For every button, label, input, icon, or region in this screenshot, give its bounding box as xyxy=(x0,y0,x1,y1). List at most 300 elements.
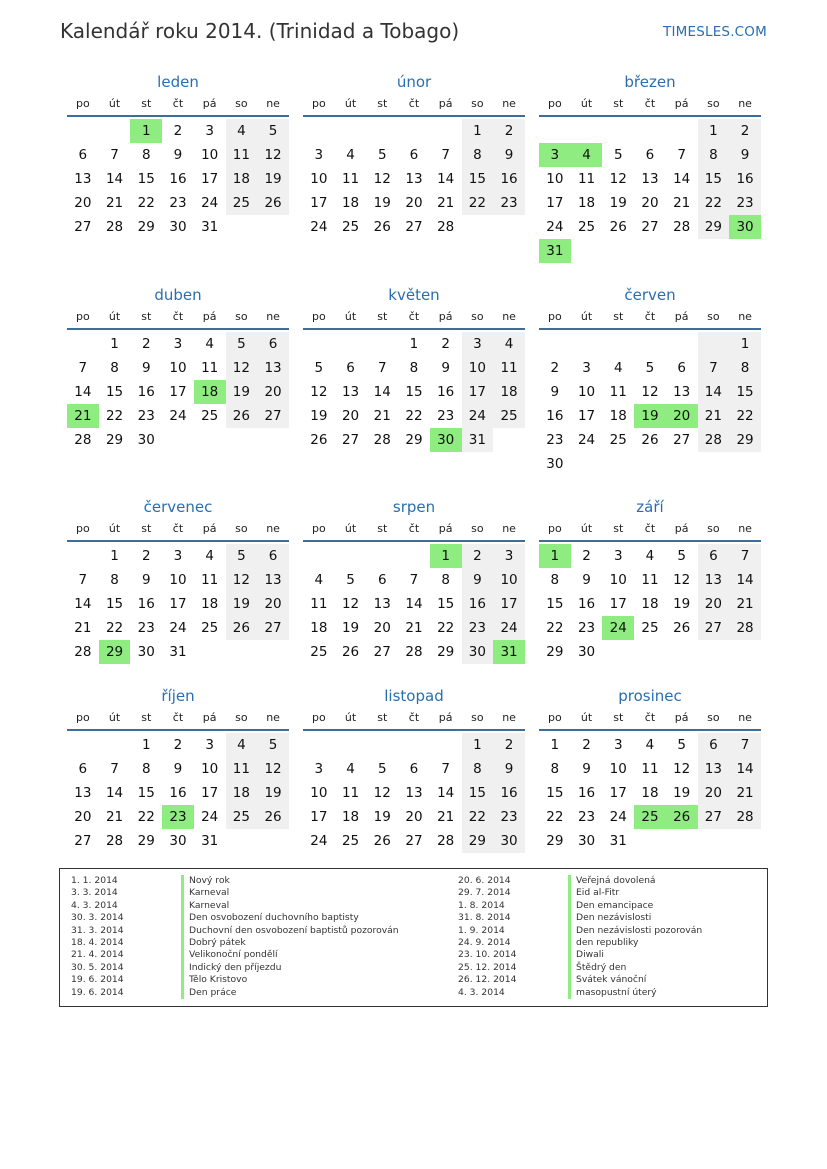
day-cell: 27 xyxy=(74,833,92,849)
day-cell: 2 xyxy=(582,737,591,753)
day-cell: 14 xyxy=(437,785,455,801)
day-cell: 6 xyxy=(78,761,88,777)
day-cell: 23 xyxy=(462,616,494,640)
weekday-label: pá xyxy=(202,522,217,535)
holiday-legend xyxy=(59,868,768,1007)
legend-date: 21. 4. 2014 xyxy=(71,949,124,961)
weekday-label: út xyxy=(344,711,357,724)
day-cell: 30 xyxy=(169,219,187,235)
day-cell: 11 xyxy=(609,384,627,400)
day-cell: 11 xyxy=(201,360,219,376)
empty-cell xyxy=(666,332,698,356)
day-cell: 17 xyxy=(310,809,328,825)
day-cell: 26 xyxy=(257,191,289,215)
empty-cell xyxy=(634,829,666,853)
legend-item xyxy=(458,900,702,912)
day-cell: 19 xyxy=(673,785,691,801)
empty-cell xyxy=(226,829,258,853)
day-cell: 23 xyxy=(162,805,194,829)
day-cell: 4 xyxy=(346,761,355,777)
day-cell: 19 xyxy=(373,809,391,825)
month-name: prosinec xyxy=(618,687,682,705)
empty-cell xyxy=(67,544,99,568)
day-cell: 18 xyxy=(341,195,360,211)
day-cell: 23 xyxy=(577,620,596,636)
day-cell: 15 xyxy=(546,596,564,612)
day-cell: 6 xyxy=(377,572,387,588)
day-cell: 28 xyxy=(729,616,761,640)
weekday-label: pá xyxy=(674,97,689,110)
day-cell: 6 xyxy=(409,147,419,163)
day-cell: 28 xyxy=(729,805,761,829)
day-cell: 29 xyxy=(437,644,455,660)
day-cell: 24 xyxy=(546,219,564,235)
day-cell: 31 xyxy=(462,428,494,452)
day-cell: 29 xyxy=(105,432,124,448)
day-cell: 22 xyxy=(546,809,564,825)
day-cell: 29 xyxy=(99,640,131,664)
legend-item xyxy=(71,962,399,974)
weekday-label: ne xyxy=(738,310,752,323)
day-cell: 8 xyxy=(141,761,151,777)
day-cell: 24 xyxy=(201,809,219,825)
day-cell: 17 xyxy=(609,596,627,612)
day-cell: 3 xyxy=(314,761,324,777)
day-cell: 7 xyxy=(441,761,450,777)
legend-holiday-name: Velikonoční pondělí xyxy=(181,949,278,961)
legend-item xyxy=(458,974,702,986)
day-cell: 15 xyxy=(462,781,494,805)
day-cell: 24 xyxy=(310,219,328,235)
legend-item xyxy=(71,875,399,887)
weekday-label: čt xyxy=(644,97,656,110)
day-cell: 1 xyxy=(462,733,494,757)
day-grid xyxy=(67,544,289,664)
day-cell: 30 xyxy=(137,644,155,660)
day-cell: 9 xyxy=(441,360,450,376)
empty-cell xyxy=(226,640,258,664)
legend-holiday-name: Diwali xyxy=(568,949,604,961)
day-cell: 18 xyxy=(641,785,659,801)
weekday-label: čt xyxy=(172,97,184,110)
day-cell: 3 xyxy=(173,336,183,352)
day-cell: 29 xyxy=(462,829,494,853)
day-cell: 27 xyxy=(405,833,423,849)
empty-cell xyxy=(194,428,226,452)
empty-cell xyxy=(398,119,430,143)
day-cell: 15 xyxy=(462,167,494,191)
legend-item xyxy=(71,974,399,986)
empty-cell xyxy=(634,239,666,263)
day-cell: 9 xyxy=(141,360,151,376)
empty-cell xyxy=(602,640,634,664)
day-cell: 22 xyxy=(437,620,455,636)
day-grid xyxy=(303,733,525,853)
day-cell: 8 xyxy=(110,360,119,376)
day-cell: 4 xyxy=(346,147,355,163)
legend-column-right xyxy=(458,875,702,999)
legend-item xyxy=(71,937,399,949)
day-cell: 16 xyxy=(169,785,187,801)
month-2 xyxy=(303,71,525,239)
legend-holiday-name: den republiky xyxy=(568,937,638,949)
empty-cell xyxy=(634,332,666,356)
empty-cell xyxy=(666,119,698,143)
day-cell: 5 xyxy=(377,147,387,163)
day-cell: 20 xyxy=(698,781,730,805)
weekday-label: pá xyxy=(674,711,689,724)
weekday-header xyxy=(67,707,289,731)
day-cell: 27 xyxy=(673,432,691,448)
day-cell: 7 xyxy=(677,147,686,163)
empty-cell xyxy=(303,119,335,143)
day-cell: 17 xyxy=(169,596,187,612)
day-grid xyxy=(539,119,761,263)
day-cell: 19 xyxy=(609,195,627,211)
day-cell: 21 xyxy=(74,620,92,636)
day-cell: 13 xyxy=(74,171,92,187)
weekday-header xyxy=(303,518,525,542)
day-cell: 6 xyxy=(409,761,419,777)
day-cell: 20 xyxy=(257,592,289,616)
day-cell: 31 xyxy=(201,833,219,849)
day-cell: 26 xyxy=(257,805,289,829)
empty-cell xyxy=(602,119,634,143)
day-cell: 17 xyxy=(169,384,187,400)
day-cell: 30 xyxy=(462,640,494,664)
day-cell: 7 xyxy=(78,572,88,588)
empty-cell xyxy=(634,119,666,143)
day-cell: 27 xyxy=(405,219,423,235)
month-12 xyxy=(539,685,761,853)
page-title: Kalendář roku 2014. (Trinidad a Tobago) xyxy=(60,19,460,43)
empty-cell xyxy=(226,215,258,239)
day-cell: 16 xyxy=(577,596,596,612)
day-cell: 4 xyxy=(613,360,623,376)
day-cell: 12 xyxy=(609,171,627,187)
empty-cell xyxy=(335,119,367,143)
day-cell: 24 xyxy=(602,616,634,640)
empty-cell xyxy=(366,332,398,356)
day-cell: 6 xyxy=(698,733,730,757)
day-cell: 14 xyxy=(729,757,761,781)
day-cell: 6 xyxy=(78,147,88,163)
day-cell: 25 xyxy=(609,432,627,448)
day-cell: 15 xyxy=(137,171,155,187)
weekday-label: út xyxy=(580,711,593,724)
weekday-label: čt xyxy=(408,97,420,110)
day-cell: 23 xyxy=(169,195,187,211)
legend-item xyxy=(458,875,702,887)
weekday-label: po xyxy=(311,711,326,724)
day-cell: 3 xyxy=(539,143,571,167)
empty-cell xyxy=(602,452,634,476)
month-name: duben xyxy=(154,286,202,304)
day-cell: 24 xyxy=(169,408,187,424)
day-cell: 12 xyxy=(341,596,360,612)
day-cell: 29 xyxy=(137,219,155,235)
weekday-label: pá xyxy=(674,522,689,535)
weekday-label: st xyxy=(141,310,152,323)
day-grid xyxy=(67,733,289,853)
empty-cell xyxy=(398,733,430,757)
empty-cell xyxy=(99,733,131,757)
day-cell: 7 xyxy=(377,360,387,376)
empty-cell xyxy=(698,640,730,664)
legend-holiday-name: Indický den příjezdu xyxy=(181,962,281,974)
empty-cell xyxy=(666,640,698,664)
month-name: červenec xyxy=(143,498,213,516)
weekday-label: pá xyxy=(202,310,217,323)
day-cell: 26 xyxy=(641,432,659,448)
day-cell: 15 xyxy=(698,167,730,191)
day-cell: 2 xyxy=(141,336,151,352)
day-cell: 1 xyxy=(430,544,462,568)
empty-cell xyxy=(729,640,761,664)
day-cell: 17 xyxy=(201,171,219,187)
weekday-header xyxy=(539,306,761,330)
day-cell: 14 xyxy=(673,171,691,187)
day-cell: 6 xyxy=(677,360,686,376)
weekday-label: po xyxy=(547,522,562,535)
weekday-label: po xyxy=(311,522,326,535)
day-cell: 28 xyxy=(105,219,124,235)
day-cell: 8 xyxy=(462,143,494,167)
day-cell: 25 xyxy=(226,191,258,215)
day-cell: 20 xyxy=(405,195,423,211)
day-cell: 13 xyxy=(341,384,360,400)
day-cell: 3 xyxy=(493,544,525,568)
day-cell: 21 xyxy=(729,781,761,805)
day-cell: 12 xyxy=(673,761,691,777)
day-cell: 23 xyxy=(577,809,596,825)
day-cell: 17 xyxy=(577,408,596,424)
weekday-label: čt xyxy=(408,310,420,323)
day-cell: 21 xyxy=(437,195,455,211)
empty-cell xyxy=(67,733,99,757)
day-cell: 25 xyxy=(577,219,596,235)
weekday-label: so xyxy=(235,522,248,535)
weekday-header xyxy=(539,707,761,731)
weekday-label: so xyxy=(707,711,720,724)
day-cell: 10 xyxy=(169,360,187,376)
day-cell: 13 xyxy=(405,171,423,187)
weekday-label: po xyxy=(75,522,90,535)
day-cell: 18 xyxy=(493,380,525,404)
day-cell: 15 xyxy=(405,384,423,400)
day-cell: 19 xyxy=(257,781,289,805)
legend-date: 4. 3. 2014 xyxy=(458,986,505,998)
month-6 xyxy=(539,284,761,476)
day-cell: 21 xyxy=(405,620,423,636)
day-cell: 22 xyxy=(462,191,494,215)
day-cell: 20 xyxy=(341,408,360,424)
day-cell: 28 xyxy=(673,219,691,235)
day-cell: 11 xyxy=(641,572,659,588)
day-cell: 4 xyxy=(571,143,603,167)
empty-cell xyxy=(493,215,525,239)
day-cell: 11 xyxy=(201,572,219,588)
day-cell: 10 xyxy=(169,572,187,588)
legend-holiday-name: Den emancipace xyxy=(568,900,653,912)
weekday-label: ne xyxy=(266,522,280,535)
day-cell: 30 xyxy=(729,215,761,239)
day-cell: 15 xyxy=(105,596,124,612)
day-cell: 20 xyxy=(641,195,659,211)
day-cell: 31 xyxy=(539,239,571,263)
day-cell: 13 xyxy=(257,568,289,592)
day-cell: 23 xyxy=(729,191,761,215)
weekday-label: po xyxy=(75,310,90,323)
empty-cell xyxy=(430,119,462,143)
month-5 xyxy=(303,284,525,452)
day-cell: 1 xyxy=(110,548,119,564)
legend-column-left xyxy=(71,875,399,999)
day-cell: 11 xyxy=(341,171,360,187)
weekday-label: po xyxy=(311,310,326,323)
day-cell: 25 xyxy=(641,620,659,636)
day-cell: 28 xyxy=(373,432,391,448)
day-cell: 16 xyxy=(546,408,564,424)
day-cell: 5 xyxy=(645,360,655,376)
month-name: leden xyxy=(157,73,199,91)
brand-link[interactable]: TIMESLES.COM xyxy=(663,24,767,40)
weekday-label: so xyxy=(471,310,484,323)
empty-cell xyxy=(539,332,571,356)
day-cell: 25 xyxy=(310,644,328,660)
legend-holiday-name: Dobrý pátek xyxy=(181,937,246,949)
day-cell: 18 xyxy=(194,380,226,404)
day-cell: 5 xyxy=(257,119,289,143)
empty-cell xyxy=(303,544,335,568)
legend-holiday-name: Veřejná dovolená xyxy=(568,875,656,887)
day-cell: 18 xyxy=(641,596,659,612)
empty-cell xyxy=(571,119,603,143)
legend-holiday-name: Nový rok xyxy=(181,875,230,887)
legend-date: 1. 8. 2014 xyxy=(458,899,505,911)
legend-date: 30. 5. 2014 xyxy=(71,961,124,973)
day-cell: 22 xyxy=(137,809,155,825)
weekday-label: út xyxy=(580,310,593,323)
legend-item xyxy=(71,900,399,912)
day-cell: 2 xyxy=(441,336,450,352)
weekday-label: so xyxy=(235,711,248,724)
day-cell: 14 xyxy=(373,384,391,400)
day-cell: 25 xyxy=(341,833,360,849)
empty-cell xyxy=(698,829,730,853)
weekday-label: so xyxy=(471,97,484,110)
day-cell: 7 xyxy=(78,360,88,376)
day-cell: 16 xyxy=(493,167,525,191)
day-cell: 21 xyxy=(673,195,691,211)
day-cell: 27 xyxy=(698,616,730,640)
day-cell: 19 xyxy=(634,404,666,428)
weekday-label: st xyxy=(377,310,388,323)
weekday-label: čt xyxy=(644,310,656,323)
day-cell: 28 xyxy=(437,219,455,235)
day-cell: 3 xyxy=(205,737,214,753)
day-cell: 24 xyxy=(577,432,596,448)
weekday-label: ne xyxy=(738,711,752,724)
day-cell: 10 xyxy=(493,568,525,592)
weekday-label: út xyxy=(344,97,357,110)
legend-date: 1. 9. 2014 xyxy=(458,924,505,936)
day-cell: 25 xyxy=(341,219,360,235)
day-cell: 7 xyxy=(729,544,761,568)
day-cell: 7 xyxy=(698,356,730,380)
legend-holiday-name: masopustní úterý xyxy=(568,987,657,999)
day-cell: 10 xyxy=(609,761,627,777)
day-cell: 8 xyxy=(409,360,419,376)
empty-cell xyxy=(571,239,603,263)
day-cell: 3 xyxy=(462,332,494,356)
empty-cell xyxy=(666,239,698,263)
month-name: říjen xyxy=(161,687,195,705)
weekday-label: ne xyxy=(502,97,516,110)
weekday-label: so xyxy=(707,97,720,110)
day-cell: 26 xyxy=(310,432,328,448)
day-cell: 15 xyxy=(137,785,155,801)
weekday-label: ne xyxy=(502,310,516,323)
empty-cell xyxy=(698,452,730,476)
weekday-label: st xyxy=(377,522,388,535)
legend-holiday-name: Karneval xyxy=(181,887,229,899)
day-cell: 22 xyxy=(405,408,423,424)
day-cell: 17 xyxy=(546,195,564,211)
day-cell: 27 xyxy=(341,432,360,448)
weekday-label: po xyxy=(547,711,562,724)
empty-cell xyxy=(634,640,666,664)
weekday-label: čt xyxy=(644,522,656,535)
day-cell: 9 xyxy=(173,147,183,163)
day-cell: 1 xyxy=(729,332,761,356)
month-1 xyxy=(67,71,289,239)
day-cell: 2 xyxy=(582,548,591,564)
weekday-label: po xyxy=(75,711,90,724)
weekday-label: st xyxy=(141,522,152,535)
day-cell: 4 xyxy=(205,548,214,564)
weekday-label: út xyxy=(344,310,357,323)
weekday-label: po xyxy=(311,97,326,110)
legend-date: 24. 9. 2014 xyxy=(458,936,511,948)
empty-cell xyxy=(99,119,131,143)
weekday-label: so xyxy=(471,522,484,535)
empty-cell xyxy=(67,119,99,143)
month-8 xyxy=(303,496,525,664)
day-cell: 3 xyxy=(613,737,623,753)
day-grid xyxy=(539,544,761,664)
day-cell: 7 xyxy=(110,147,119,163)
month-name: březen xyxy=(624,73,676,91)
day-cell: 10 xyxy=(310,785,328,801)
legend-item xyxy=(458,925,702,937)
legend-holiday-name: Svátek vánoční xyxy=(568,974,646,986)
day-cell: 24 xyxy=(310,833,328,849)
day-cell: 2 xyxy=(493,733,525,757)
day-cell: 21 xyxy=(729,592,761,616)
day-cell: 5 xyxy=(613,147,623,163)
day-cell: 24 xyxy=(201,195,219,211)
day-cell: 15 xyxy=(546,785,564,801)
day-cell: 23 xyxy=(137,408,155,424)
day-cell: 22 xyxy=(462,805,494,829)
legend-item xyxy=(71,912,399,924)
day-cell: 21 xyxy=(105,809,124,825)
day-cell: 2 xyxy=(493,119,525,143)
day-cell: 6 xyxy=(346,360,355,376)
day-cell: 6 xyxy=(698,544,730,568)
day-cell: 2 xyxy=(173,123,183,139)
